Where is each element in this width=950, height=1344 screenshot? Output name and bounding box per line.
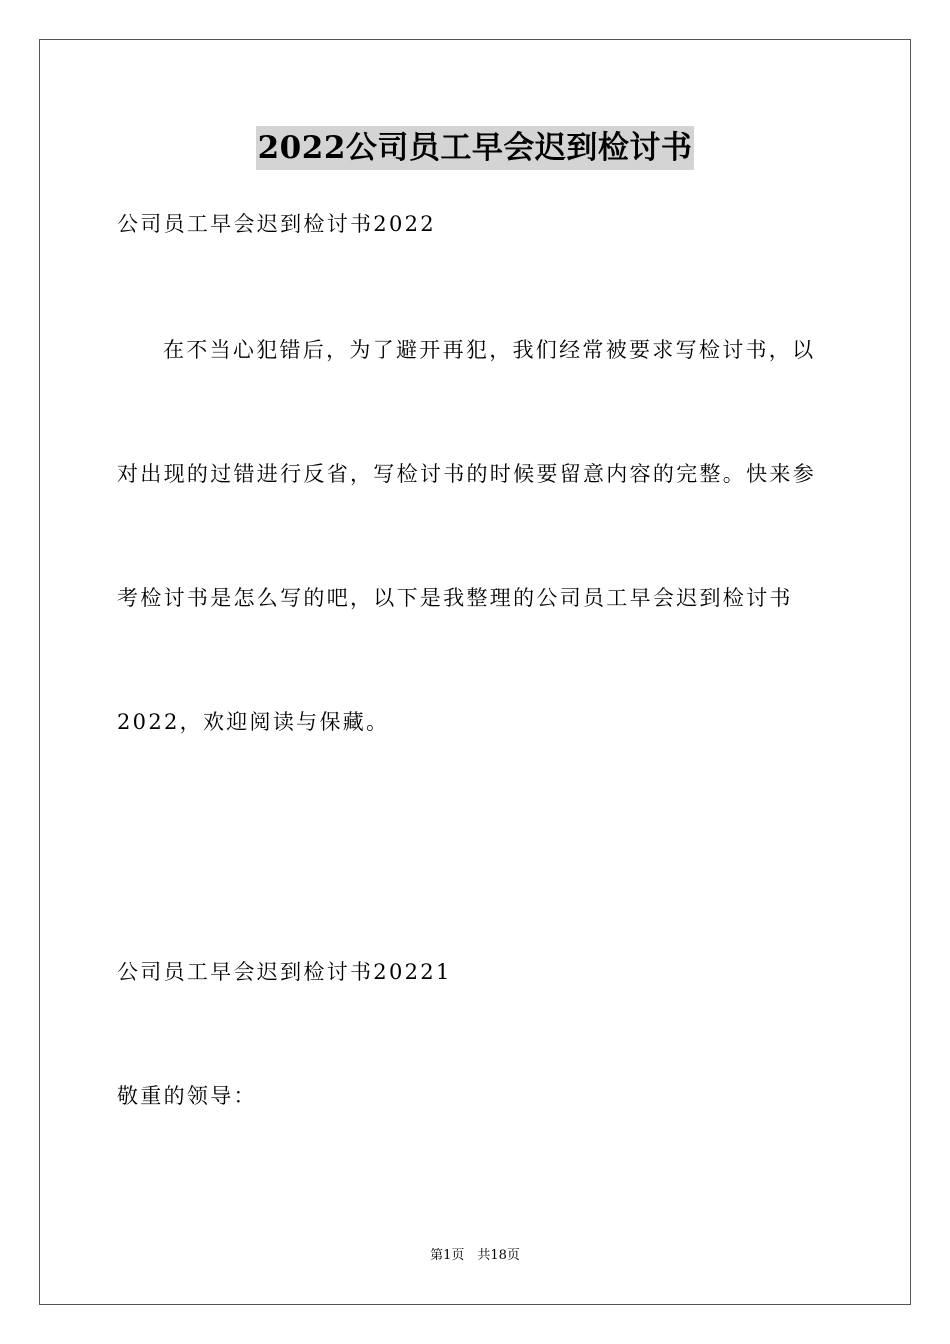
document-title: 2022公司员工早会迟到检讨书: [256, 126, 695, 170]
salutation: 敬重的领导：: [117, 1084, 257, 1108]
intro-line-2: 对出现的过错进行反省，写检讨书的时候要留意内容的完整。快来参: [117, 462, 816, 486]
document-subtitle: 公司员工早会迟到检讨书2022: [117, 212, 436, 236]
intro-line-4: 2022，欢迎阅读与保藏。: [117, 710, 390, 734]
intro-line-1: 在不当心犯错后，为了避开再犯，我们经常被要求写检讨书，以: [163, 338, 816, 362]
section-heading: 公司员工早会迟到检讨书20221: [117, 960, 452, 984]
page-footer: 第1页 共18页: [430, 1248, 520, 1263]
intro-line-3: 考检讨书是怎么写的吧，以下是我整理的公司员工早会迟到检讨书: [117, 586, 793, 610]
title-container: [0, 126, 950, 170]
